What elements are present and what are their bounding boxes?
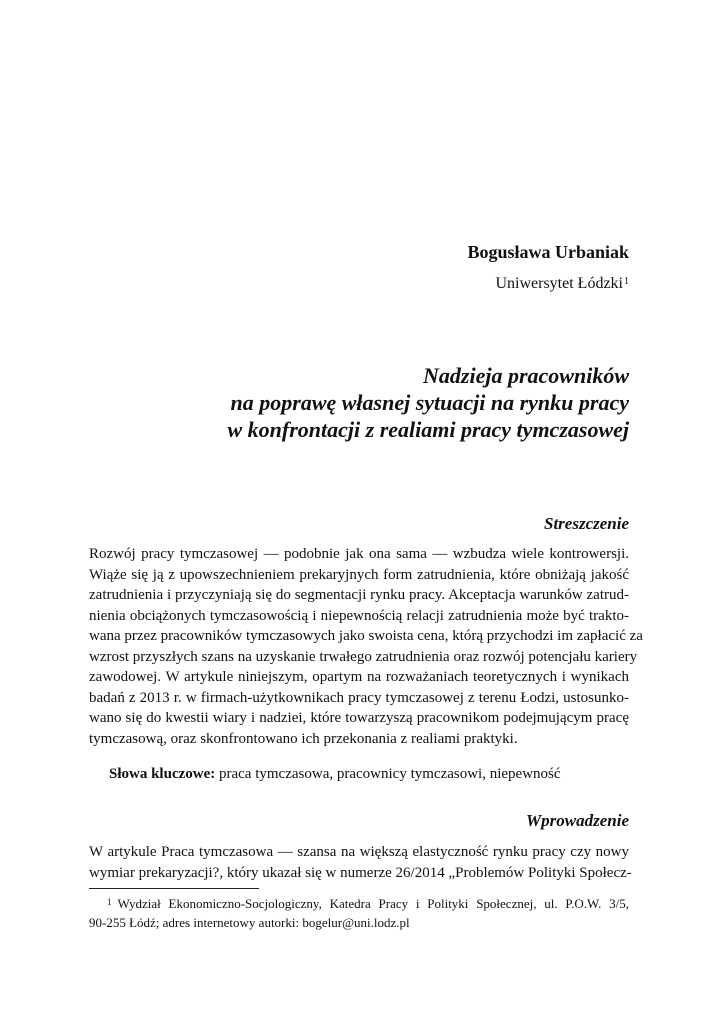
intro-body bbox=[89, 842, 632, 883]
keywords-text: praca tymczasowa, pracownicy tymczasowi, niepewność bbox=[219, 766, 561, 782]
footnote-line: 90-255 Łódź; adres internetowy autorki: bogelur@uni.lodz.pl bbox=[89, 915, 410, 930]
abstract-line: nienia obciążonych tymczasowością i niepewnością relacji zatrudnienia może być trakto- bbox=[89, 607, 629, 624]
article-title bbox=[89, 362, 629, 443]
author-affiliation bbox=[495, 274, 629, 294]
paper-page bbox=[89, 0, 643, 1024]
affiliation-footnote-mark[interactable]: 1 bbox=[624, 276, 629, 287]
abstract-line: wana przez pracowników tymczasowych jako swoista cena, którą przychodzi im zapłacić za bbox=[89, 628, 643, 644]
title-line: Nadzieja pracowników bbox=[423, 363, 629, 388]
abstract-line: zawodowej. W artykule niniejszym, opartym na rozważaniach teoretycznych i wynikach bbox=[89, 669, 629, 685]
abstract-line: wano się do kwestii wiary i nadziei, które towarzyszą pracownikom podejmującym pracę bbox=[89, 710, 629, 726]
keywords-label: Słowa kluczowe: bbox=[109, 766, 216, 782]
footnote-line1-text: Wydział Ekonomiczno-Socjologiczny, Katedra Pracy i Polityki Społecznej, ul. P.O.W. 3/5, bbox=[117, 896, 629, 911]
abstract-line: Wiąże się ją z upowszechnieniem prekaryjnych form zatrudnienia, które obniżają jakość bbox=[89, 566, 629, 583]
footnote-line bbox=[89, 894, 629, 913]
footnote-mark: 1 bbox=[107, 897, 112, 907]
intro-line: W artykule Praca tymczasowa — szansa na większą elastyczność rynku pracy czy nowy bbox=[89, 844, 629, 860]
abstract-body bbox=[89, 544, 643, 749]
intro-line: wymiar prekaryzacji?, który ukazał się w numerze 26/2014 „Problemów Polityki Społecz- bbox=[89, 864, 632, 881]
intro-heading: Wprowadzenie bbox=[526, 811, 629, 830]
abstract-line: zatrudnienia i przyczyniają się do segmentacji rynku pracy. Akceptacja warunków zatrud- bbox=[89, 587, 629, 603]
abstract-line: badań z 2013 r. w firmach-użytkownikach pracy tymczasowej z terenu Łodzi, ustosunko- bbox=[89, 689, 629, 706]
abstract-line: tymczasową, oraz skonfrontowano ich przekonania z realiami praktyki. bbox=[89, 730, 518, 747]
footnote bbox=[89, 894, 629, 932]
footnote-divider bbox=[89, 888, 259, 889]
title-line: w konfrontacji z realiami pracy tymczasowej bbox=[227, 417, 629, 442]
author-name: Bogusława Urbaniak bbox=[467, 242, 629, 262]
title-line: na poprawę własnej sytuacji na rynku pracy bbox=[230, 390, 629, 415]
abstract-heading: Streszczenie bbox=[544, 514, 629, 533]
keywords bbox=[109, 764, 629, 784]
affiliation-text: Uniwersytet Łódzki bbox=[495, 275, 623, 292]
abstract-line: wzrost przyszłych szans na uzyskanie trwałego zatrudnienia oraz rozwój potencjału kariery bbox=[89, 648, 638, 665]
abstract-line: Rozwój pracy tymczasowej — podobnie jak ona sama — wzbudza wiele kontrowersji. bbox=[89, 546, 629, 562]
